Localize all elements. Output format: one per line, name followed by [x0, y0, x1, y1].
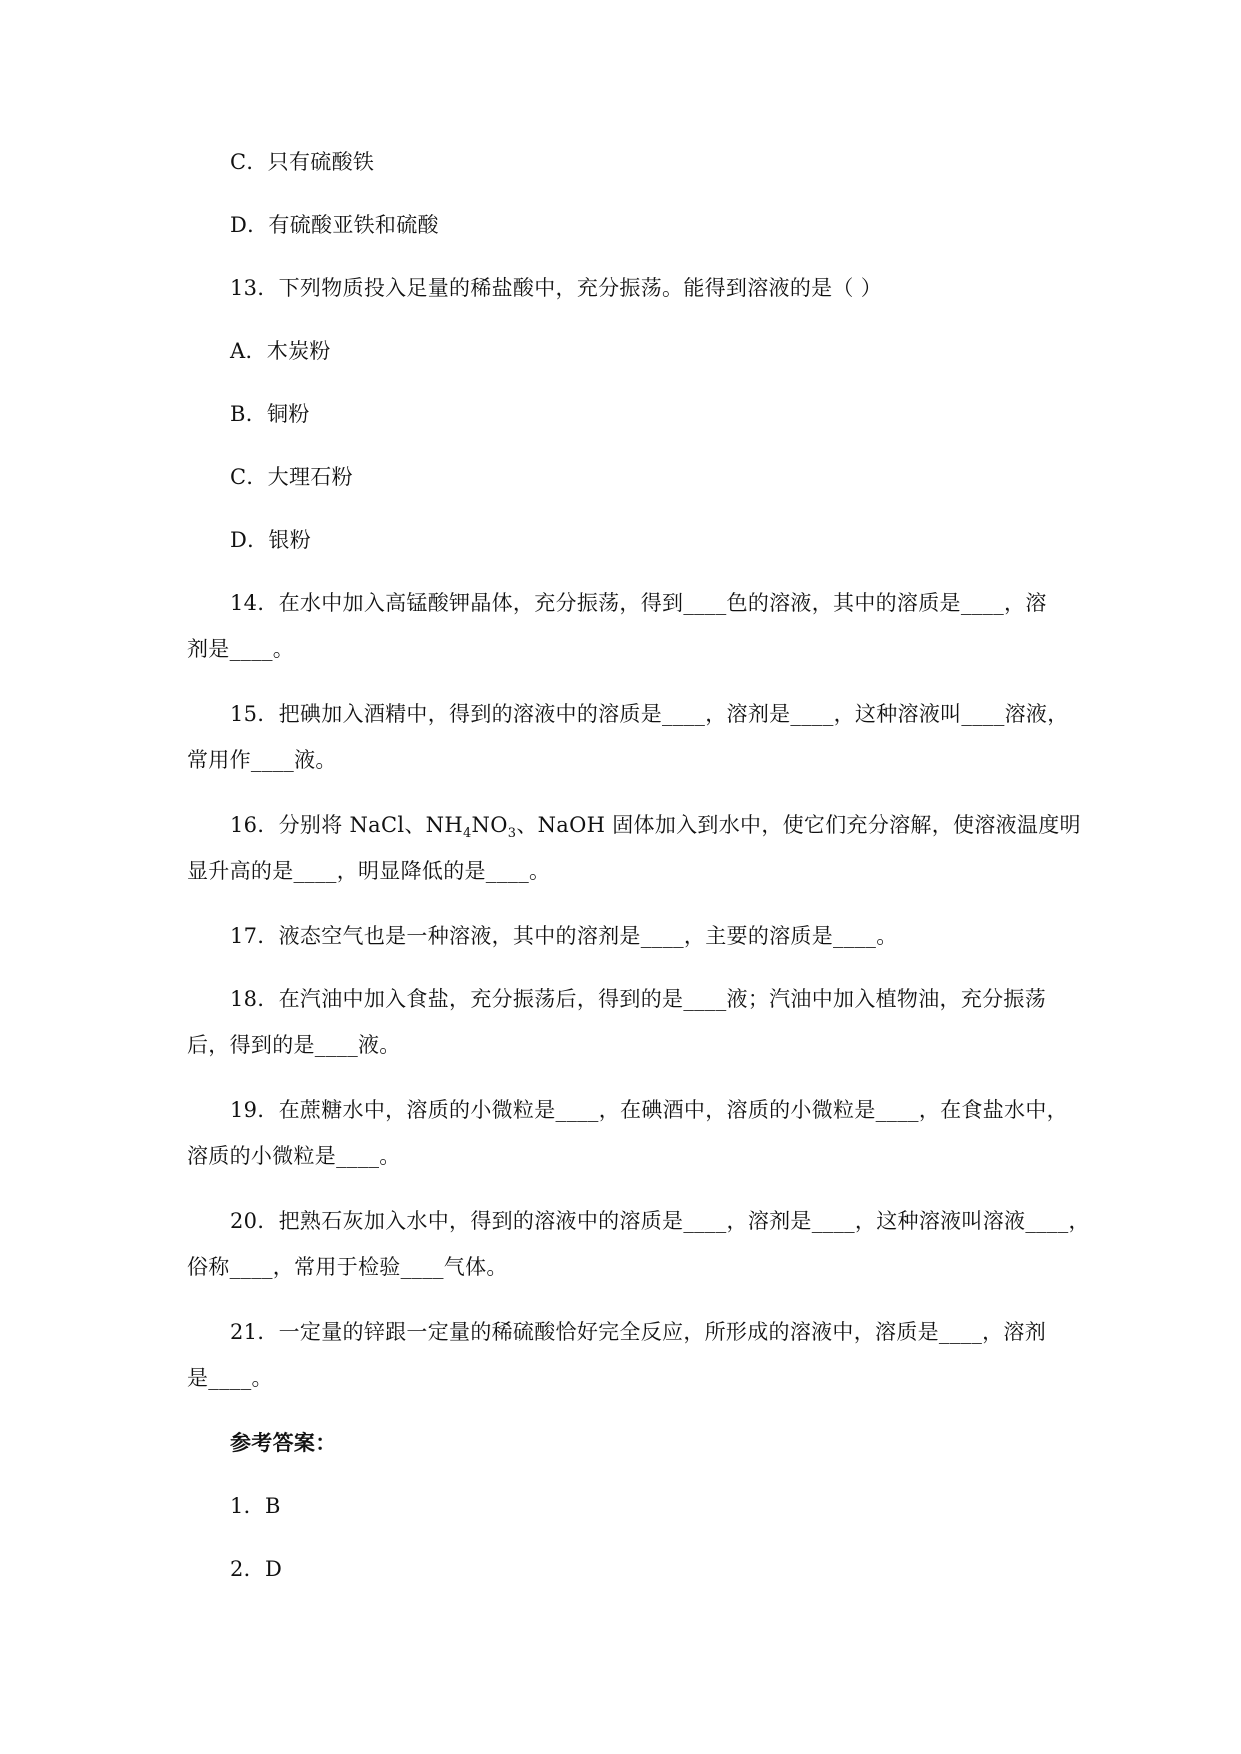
question-15-line2: 常用作____液。 — [187, 748, 337, 772]
q16-prefix: 16．分别将 NaCl、NH — [230, 813, 463, 837]
answers-heading: 参考答案： — [230, 1430, 337, 1455]
question-16-line2: 显升高的是____，明显降低的是____。 — [187, 859, 551, 883]
answer-1: 1．B — [230, 1494, 281, 1518]
q16-mid: NO — [471, 813, 508, 837]
question-18-line2: 后，得到的是____液。 — [187, 1033, 401, 1057]
question-15-line1: 15．把碘加入酒精中，得到的溶液中的溶质是____，溶剂是____，这种溶液叫____溶液， — [230, 702, 1069, 726]
question-14-line2: 剂是____。 — [187, 637, 295, 661]
question-19-line2: 溶质的小微粒是____。 — [187, 1144, 401, 1168]
option-d-q12: D．有硫酸亚铁和硫酸 — [230, 213, 439, 237]
question-13: 13．下列物质投入足量的稀盐酸中，充分振荡。能得到溶液的是（ ） — [230, 276, 882, 300]
question-18-line1: 18．在汽油中加入食盐，充分振荡后，得到的是____液；汽油中加入植物油，充分振荡 — [230, 987, 1047, 1011]
q16-suffix: 、NaOH 固体加入到水中，使它们充分溶解，使溶液温度明 — [516, 813, 1081, 837]
option-d-q13: D．银粉 — [230, 528, 312, 552]
question-19-line1: 19．在蔗糖水中，溶质的小微粒是____，在碘酒中，溶质的小微粒是____，在食盐水中， — [230, 1098, 1068, 1122]
q16-subscript-3: 3 — [507, 826, 517, 842]
option-a-q13: A．木炭粉 — [230, 339, 331, 363]
question-16-line1 — [230, 811, 1081, 848]
option-b-q13: B．铜粉 — [230, 402, 310, 426]
option-c-q12: C．只有硫酸铁 — [230, 150, 375, 174]
question-21-line1: 21．一定量的锌跟一定量的稀硫酸恰好完全反应，所形成的溶液中，溶质是____，溶剂 — [230, 1320, 1047, 1344]
question-20-line1: 20．把熟石灰加入水中，得到的溶液中的溶质是____，溶剂是____，这种溶液叫溶液____， — [230, 1209, 1090, 1233]
option-c-q13: C．大理石粉 — [230, 465, 353, 489]
answer-2: 2．D — [230, 1557, 283, 1581]
question-14-line1: 14．在水中加入高锰酸钾晶体，充分振荡，得到____色的溶液，其中的溶质是____，溶 — [230, 591, 1047, 615]
q16-subscript-4: 4 — [462, 826, 472, 842]
question-20-line2: 俗称____，常用于检验____气体。 — [187, 1255, 508, 1279]
question-17: 17．液态空气也是一种溶液，其中的溶剂是____，主要的溶质是____。 — [230, 924, 898, 948]
question-21-line2: 是____。 — [187, 1366, 273, 1390]
